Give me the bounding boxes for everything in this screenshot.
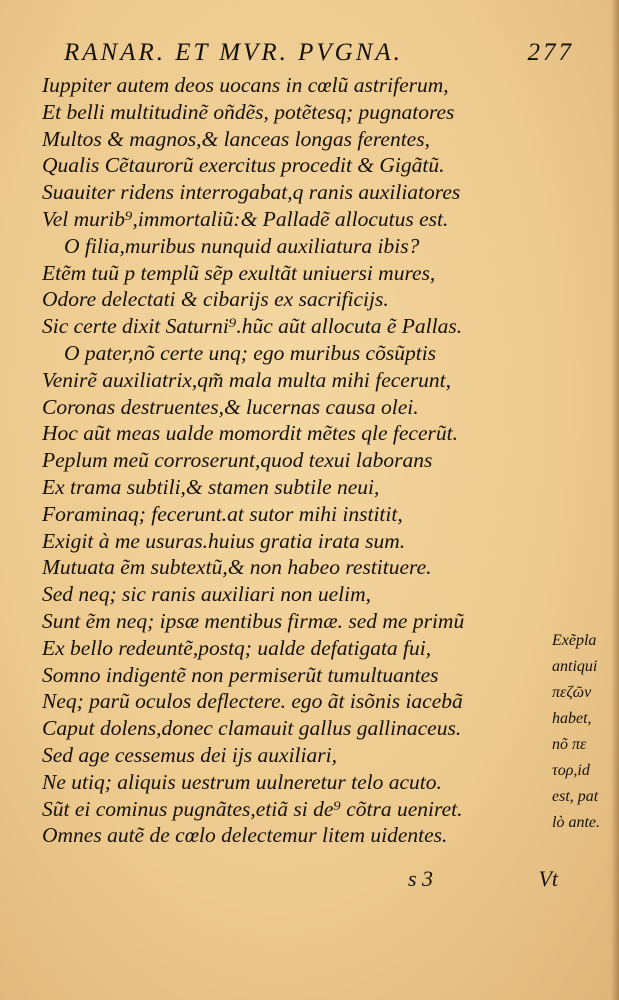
text-line: Qualis Cẽtaurorũ exercitus procedit & Gigãtũ. <box>42 153 445 178</box>
page-footer <box>408 864 558 894</box>
text-line: Foraminaq; fecerunt.at sutor mihi institit, <box>42 501 403 526</box>
text-line: Et belli multitudinẽ oñdẽs, potẽtesq; pugnatores <box>42 99 455 124</box>
text-line: Mutuata ẽm subtextũ,& non habeo restituere. <box>42 555 432 580</box>
text-line: Sed age cessemus dei ijs auxiliari, <box>42 742 337 767</box>
page-header <box>64 36 574 70</box>
text-line: O filia,muribus nunquid auxiliatura ibis? <box>64 233 420 258</box>
running-title: RANAR. ET MVR. PVGNA. <box>64 39 403 66</box>
text-line: Somno indigentẽ non permiserũt tumultuantes <box>42 662 439 687</box>
margin-note-line: nõ πε <box>552 736 587 753</box>
text-line: Sunt ẽm neq; ipsæ mentibus firmæ. sed me primũ <box>42 608 465 633</box>
text-line: Coronas destruentes,& lucernas causa olei. <box>42 394 419 419</box>
margin-note-line: τορ,id <box>552 762 590 779</box>
text-line: Vel murib⁹,immortaliũ:& Palladẽ allocutus est. <box>42 206 449 231</box>
text-line: Sic certe dixit Saturni⁹.hũc aũt allocuta ẽ Pallas. <box>42 314 463 339</box>
text-line: Multos & magnos,& lanceas longas ferentes, <box>42 126 430 151</box>
text-line: Caput dolens,donec clamauit gallus gallinaceus. <box>42 716 462 741</box>
margin-note-line: antiqui <box>552 658 598 675</box>
text-line: Hoc aũt meas ualde momordit mẽtes qle fecerũt. <box>42 421 458 446</box>
margin-note-line: πεζῶν <box>552 684 592 701</box>
text-line: Peplum meũ corroserunt,quod texui laborans <box>42 448 433 473</box>
poem-text <box>42 72 547 849</box>
text-line: Neq; parũ oculos deflectere. ego ãt isõnis iacebã <box>42 689 463 714</box>
margin-note <box>552 628 619 836</box>
text-line: Ex bello redeuntẽ,postq; ualde defatigata fui, <box>42 635 432 660</box>
margin-note-line: est, pat <box>552 788 599 805</box>
margin-note-line: lò ante. <box>552 814 600 831</box>
text-line: Etẽm tuũ p templũ sẽp exultãt uniuersi mures, <box>42 260 436 285</box>
text-line: Venirẽ auxiliatrix,qm̃ mala multa mihi fecerunt, <box>42 367 452 392</box>
text-line: Odore delectati & cibarijs ex sacrificijs. <box>42 287 389 312</box>
text-line: Sed neq; sic ranis auxiliari non uelim, <box>42 582 372 607</box>
text-line: Ne utiq; aliquis uestrum uulneretur telo acuto. <box>42 769 442 794</box>
text-line: O pater,nõ certe unq; ego muribus cõsũptis <box>64 340 437 365</box>
margin-note-line: habet, <box>552 710 592 727</box>
text-line: Ex trama subtili,& stamen subtile neui, <box>42 474 380 499</box>
text-line: Sũt ei cominus pugnãtes,etiã si de⁹ cõtra ueniret. <box>42 796 463 821</box>
text-line: Exigit à me usuras.huius gratia irata sum. <box>42 528 406 553</box>
signature-mark: s 3 <box>408 866 434 891</box>
page-edge-shadow <box>611 0 619 1000</box>
catchword: Vt <box>538 866 558 891</box>
text-line: Iuppiter autem deos uocans in cœlũ astriferum, <box>42 73 449 97</box>
text-line: Suauiter ridens interrogabat,q ranis auxiliatores <box>42 180 461 205</box>
page-number: 277 <box>527 39 574 66</box>
margin-note-line: Exẽpla <box>552 632 597 649</box>
text-line: Omnes autẽ de cœlo delectemur litem uidentes. <box>42 823 448 848</box>
